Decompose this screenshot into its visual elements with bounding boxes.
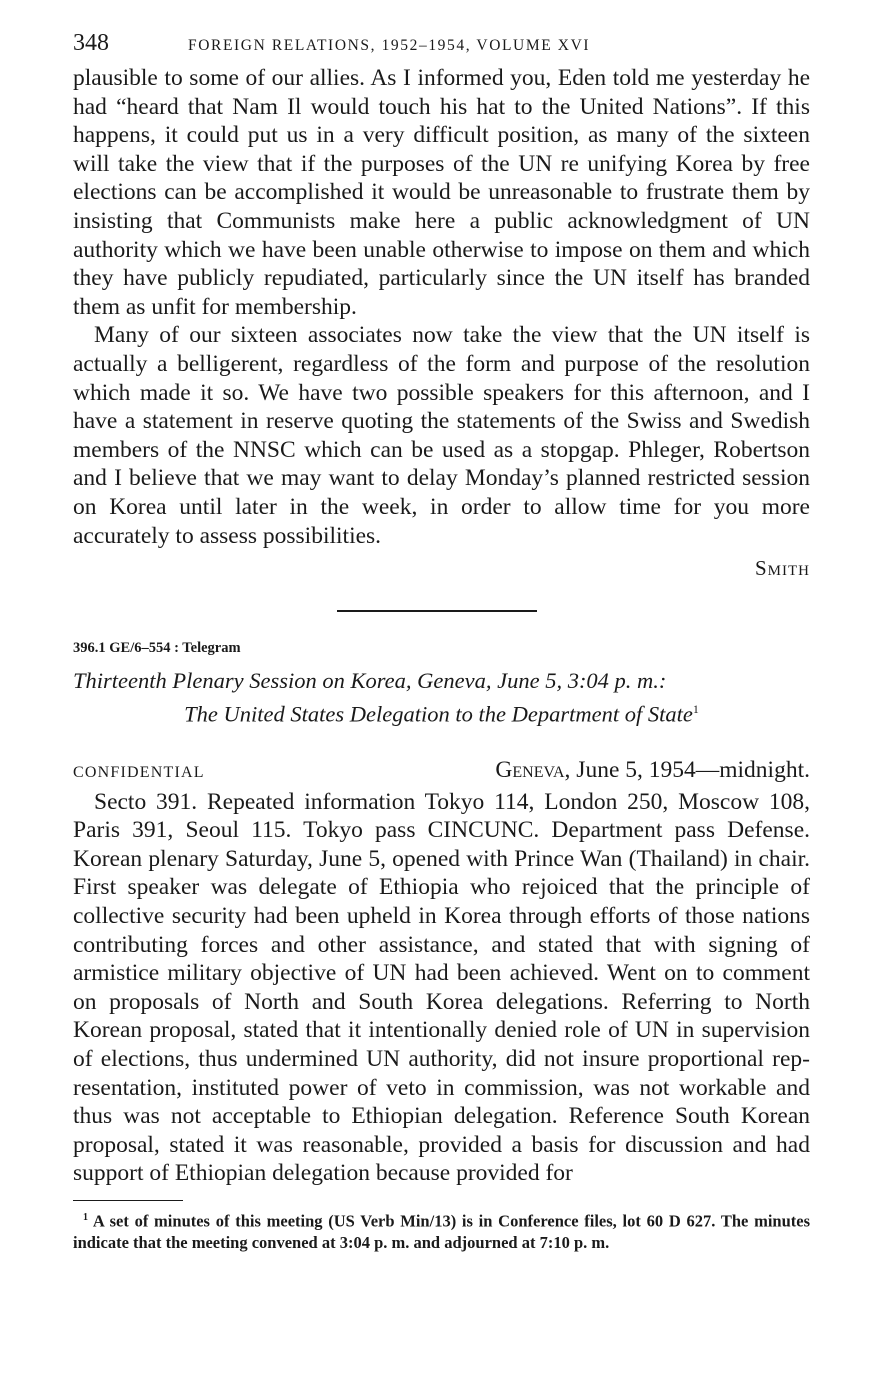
running-head: FOREIGN RELATIONS, 1952–1954, VOLUME XVI (188, 37, 591, 54)
footnote-rule (73, 1200, 183, 1201)
document-title (73, 667, 810, 729)
footnote-marker: 1 (692, 702, 699, 717)
body-paragraph: Many of our sixteen associates now take the view that the UN itself is actually a belligerent, regardless of the form and purpose of the resolution which made it so. We have two possible speakers for this afternoon, and I have a statement in reserve quoting the statements of the Swiss and Swedish members of the NNSC which can be used as a stopgap. Phleger, Robertson and I believe that we may want to delay Monday’s planned restricted session on Korea until later in the week, in order to allow time for you more accurately to assess possibilities. (73, 322, 810, 549)
dateline-place: Geneva, (495, 756, 571, 783)
document-page (73, 30, 810, 1271)
page-header (73, 30, 810, 64)
footnote-number: 1 (83, 1211, 88, 1223)
footnote (73, 1207, 810, 1255)
dateline (495, 755, 810, 785)
dateline-row (73, 755, 810, 788)
title-line-1: Thirteenth Plenary Session on Korea, Geneva, June 5, 3:04 p. m.: (73, 668, 667, 694)
classification-label: CONFIDENTIAL (73, 763, 205, 781)
file-reference: 396.1 GE/6–554 : Telegram (73, 640, 241, 657)
continued-paragraph: plausible to some of our allies. As I informed you, Eden told me yesterday he had “heard that Nam Il would touch his hat to the United Nations”. If this happens, it could put us in a very difficult position, as many of the sixteen will take the view that if the purposes of the UN re unifying Korea by free elections can be accomplished it would be unreasonable to frustrate them by insisting that Communists make here a public acknowledgment of UN authority which we have been unable otherwise to impose on them and which they have publicly repudiated, particularly since the UN itself has branded them as unfit for membership. (73, 65, 810, 320)
dateline-date: June 5, 1954—midnight. (576, 756, 810, 783)
footnote-text: A set of minutes of this meeting (US Verb Min/13) is in Conference files, lot 60 D 627. The minutes indicate that the meeting convened at 3:04 p. m. and adjourned at 7:10 p. m. (73, 1211, 810, 1253)
section-separator (337, 610, 537, 612)
signature: Smith (754, 556, 810, 581)
telegram-body: Secto 391. Repeated information Tokyo 114, London 250, Moscow 108, Paris 391, Seoul 115. Tokyo pass CINCUNC. Department pass Defense. Korean plenary Saturday, June 5, opened with Prince Wan (Thailand) in chair. First speaker was delegate of Ethiopia who rejoiced that the principle of collective security had been upheld in Korea through efforts of those nations contributing forces and other assistance, and stated that with signing of armistice military objective of UN had been achieved. Went on to comment on proposals of North and South Korea delegations. Referring to North Korean proposal, stated that it intentionally denied role of UN in supervision of elections, thus undermined UN authority, did not insure proportional representation, instituted power of veto in commission, was not workable and thus was not acceptable to Ethiopian delegation. Reference South Korean proposal, stated it was reasonable, provided a basis for discussion and had support of Ethiopian delegation because provided for (73, 788, 810, 1187)
page-number: 348 (73, 30, 109, 56)
title-line-2: The United States Delegation to the Department of State (184, 701, 693, 727)
